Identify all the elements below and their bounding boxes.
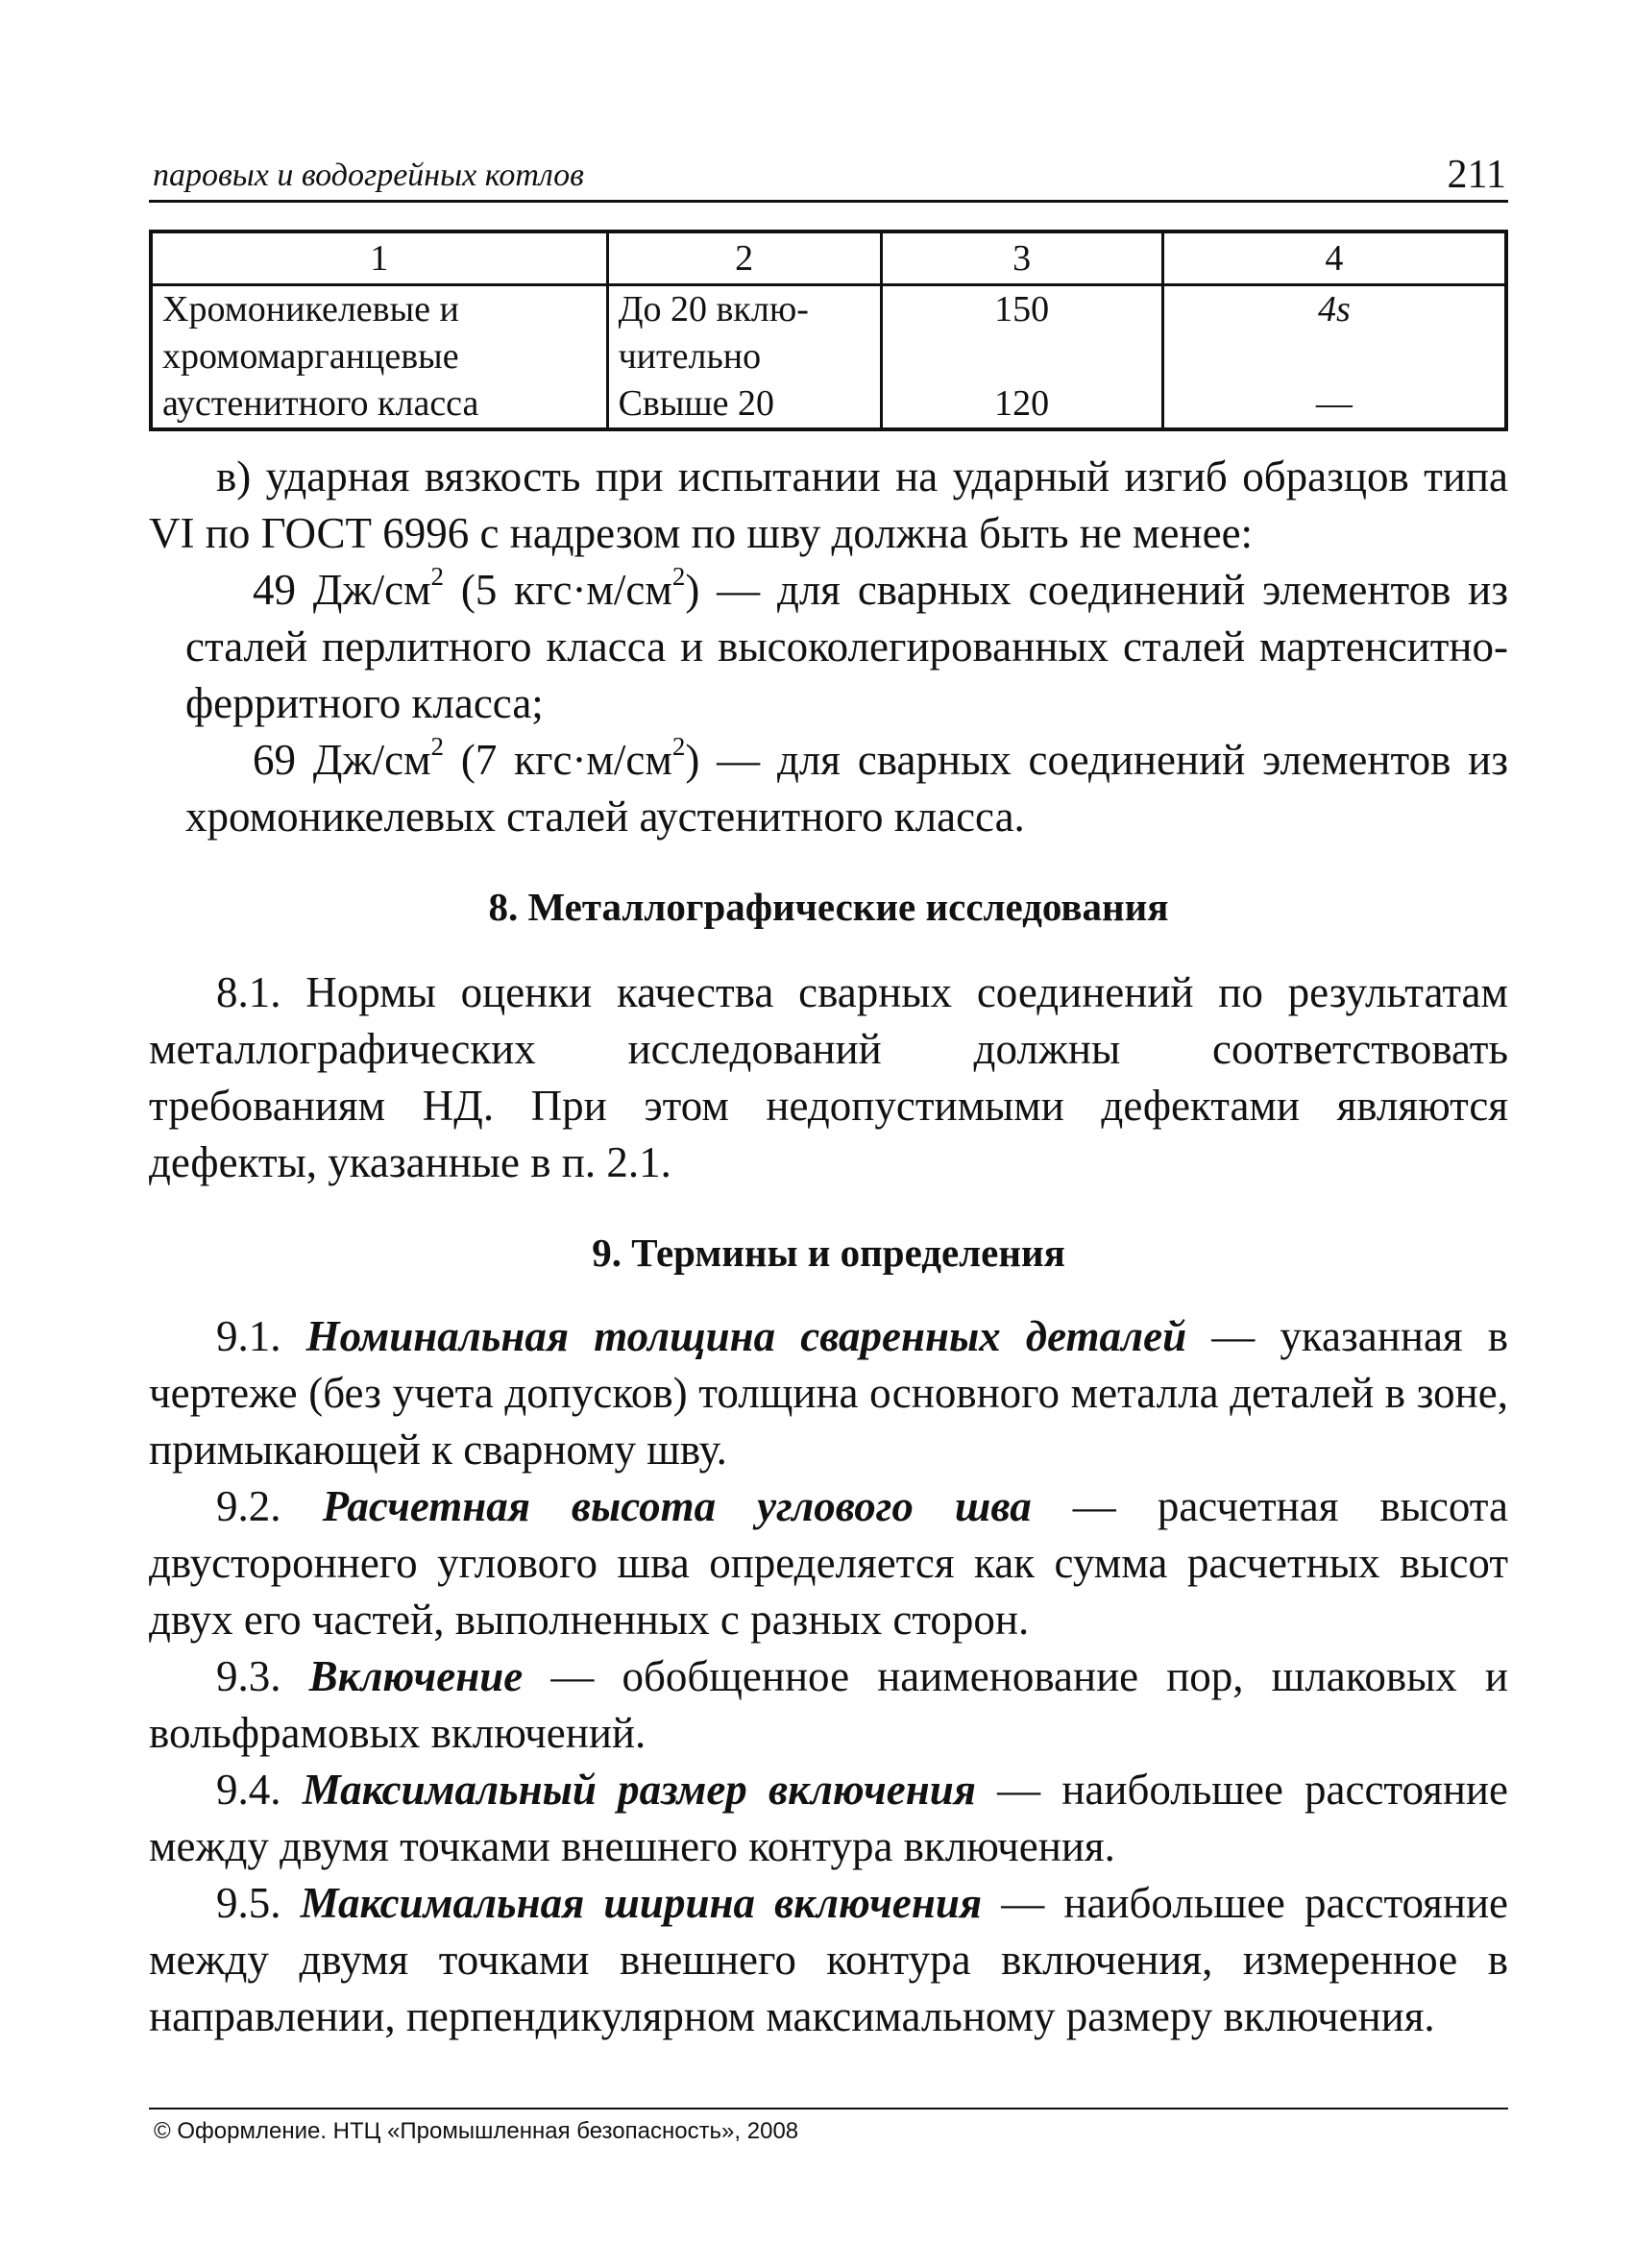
definition-term: Расчетная высота углового шва (322, 1482, 1032, 1530)
definition-term: Номинальная толщина сваренных деталей (305, 1312, 1187, 1360)
table-header-cell: 4 (1162, 232, 1506, 285)
table-cell-thickness (607, 285, 881, 430)
definition-text: — наибольшее расстояние между двумя точками внешнего контура включения, измеренное в направлении, перпендикулярном максимальному размеру включения. (149, 1879, 1509, 2040)
definition-number: 9.5. (216, 1879, 301, 1927)
page-number: 211 (1447, 153, 1506, 197)
definition-term: Максимальная ширина включения (300, 1879, 983, 1927)
cell-line: Хромоникелевые и (162, 289, 459, 329)
definition-number: 9.4. (216, 1766, 303, 1814)
cell-line: 4s (1317, 289, 1351, 329)
section-heading-8: 8. Металлографические исследования (488, 885, 1169, 929)
superscript: 2 (430, 561, 445, 591)
cell-line (1174, 333, 1495, 380)
spec-table (149, 230, 1508, 431)
definition-number: 9.3. (216, 1652, 309, 1700)
table-cell-value (881, 285, 1162, 430)
cell-line: До 20 вклю- (618, 289, 809, 329)
value-text: (5 кгс·м/см (444, 566, 672, 614)
cell-line: — (1315, 383, 1353, 424)
table-header-row (151, 232, 1506, 285)
cell-line: 150 (994, 289, 1050, 329)
definition-number: 9.1. (216, 1312, 306, 1360)
superscript: 2 (671, 731, 686, 761)
cell-line: чительно (618, 336, 762, 377)
definition-number: 9.2. (216, 1482, 323, 1530)
table-header-cell: 2 (607, 232, 881, 285)
paragraph-impact-item-2 (149, 732, 1508, 845)
table-cell-bend (1162, 285, 1506, 430)
definition-text: — обобщенное наименование пор, шлаковых и вольфрамовых включений. (149, 1652, 1508, 1757)
item-text: ) — для сварных соединений элементов из сталей перлитного класса и высоколегированных сталей мартенситно-ферритного класса; (185, 566, 1508, 727)
definition-term: Максимальный размер включения (302, 1766, 976, 1814)
table-header-cell: 3 (881, 232, 1162, 285)
cell-line: аустенитного класса (162, 383, 479, 424)
paragraph-8-1: 8.1. Нормы оценки качества сварных соединений по результатам металлографических исследований должны соответствовать требованиям НД. При этом недопустимыми дефектами являются дефекты, указанные в п. 2.1. (149, 968, 1508, 1186)
definition-9-5 (149, 1875, 1508, 2045)
table-header-cell: 1 (151, 232, 607, 285)
definition-9-1 (149, 1308, 1508, 1478)
definition-text: — указанная в чертеже (без учета допусков) толщина основного металла деталей в зоне, примыкающей к сварному шву. (149, 1312, 1508, 1474)
definition-9-4 (149, 1762, 1508, 1875)
definition-term: Включение (308, 1652, 524, 1700)
table-cell-steel-class (151, 285, 607, 430)
superscript: 2 (430, 731, 445, 761)
cell-line: Свыше 20 (618, 383, 775, 424)
running-header (149, 144, 1508, 203)
definition-9-2 (149, 1478, 1508, 1648)
copyright-footer: © Оформление. НТЦ «Промышленная безопасность», 2008 (154, 2118, 799, 2144)
definition-text: — наибольшее расстояние между двумя точками внешнего контура включения. (149, 1766, 1508, 1870)
value-text: 49 Дж/см (253, 566, 431, 614)
value-text: 69 Дж/см (253, 736, 431, 784)
item-text: ) — для сварных соединений элементов из хромоникелевых сталей аустенитного класса. (185, 736, 1508, 841)
paragraph-impact-item-1 (149, 562, 1508, 732)
superscript: 2 (671, 561, 686, 591)
definition-text: — расчетная высота двустороннего углового шва определяется как сумма расчетных высот двух его частей, выполненных с разных сторон. (149, 1482, 1508, 1644)
paragraph-impact-intro: в) ударная вязкость при испытании на ударный изгиб образцов типа VI по ГОСТ 6996 с надрезом по шву должна быть не менее: (149, 452, 1508, 557)
document-page (149, 144, 1508, 2045)
value-text: (7 кгс·м/см (444, 736, 672, 784)
cell-line (892, 333, 1152, 380)
section-heading-9: 9. Термины и определения (592, 1231, 1065, 1275)
table-row (151, 285, 1506, 430)
cell-line: хромомарганцевые (162, 336, 459, 377)
cell-line: 120 (994, 383, 1050, 424)
footer-divider (149, 2108, 1508, 2109)
definition-9-3 (149, 1648, 1508, 1762)
running-title: паровых и водогрейных котлов (153, 158, 584, 193)
